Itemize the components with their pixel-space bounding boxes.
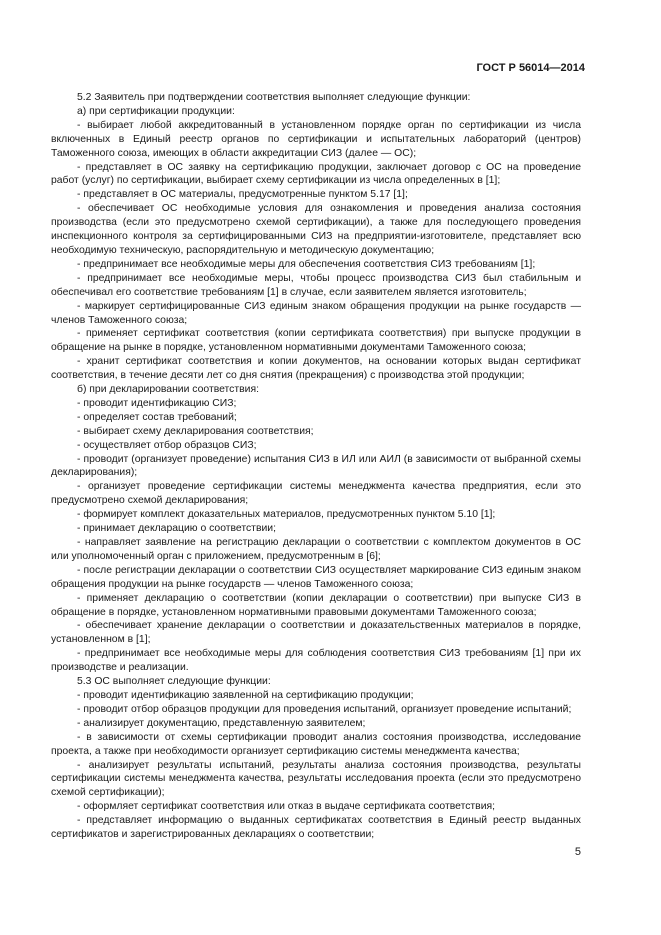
paragraph: а) при сертификации продукции: bbox=[77, 105, 235, 117]
paragraph: - проводит идентификацию заявленной на сертификацию продукции; bbox=[77, 689, 414, 701]
paragraph: - представляет информацию о выданных сертификатах соответствия в Единый реестр выданных сертификатов и зарегистрированных декларациях о соответствии; bbox=[51, 815, 581, 841]
paragraph: - принимает декларацию о соответствии; bbox=[77, 523, 276, 535]
paragraph: - проводит идентификацию СИЗ; bbox=[77, 397, 237, 409]
paragraph: - определяет состав требований; bbox=[77, 411, 237, 423]
paragraph: - маркирует сертифицированные СИЗ единым знаком обращения продукции на рынке государств — членов Таможенного союза; bbox=[51, 300, 581, 326]
paragraph: - обеспечивает ОС необходимые условия для ознакомления и проведения анализа состояния производства (если это предусмотрено схемой сертификации), а также для последующего проведения инспекционного контроля за сертифицированными СИЗ на предприятии-изготовителе, представляет всю необходимую техническую, распорядительную и методическую документацию; bbox=[51, 203, 581, 256]
paragraph: - направляет заявление на регистрацию декларации о соответствии с комплектом документов в ОС или уполномоченный орган с приложением, предусмотренным в [6]; bbox=[51, 537, 581, 562]
paragraph: - представляет в ОС заявку на сертификацию продукции, заключает договор с ОС на проведение работ (услуг) по сертификации, выбирает схему сертификации из числа определенных в [1]; bbox=[51, 161, 581, 187]
paragraph: - применяет сертификат соответствия (копии сертификата соответствия) при выпуске продукции в обращение на рынке в порядке, установленном нормативными документами Таможенного союза; bbox=[51, 328, 581, 354]
paragraph: - анализирует результаты испытаний, результаты анализа состояния производства, результаты сертификации системы менеджмента качества, результаты исследования проекта (если это предусмотрено схемой сертификации); bbox=[51, 759, 581, 799]
paragraph: б) при декларировании соответствия: bbox=[77, 384, 259, 396]
paragraph: - хранит сертификат соответствия и копии документов, на основании которых выдан сертификат соответствия, в течение десяти лет со дня снятия (прекращения) с производства этой продукции; bbox=[51, 356, 581, 382]
paragraph: - представляет в ОС материалы, предусмотренные пунктом 5.17 [1]; bbox=[77, 189, 408, 201]
paragraph: - выбирает схему декларирования соответствия; bbox=[77, 425, 314, 437]
paragraph: - осуществляет отбор образцов СИЗ; bbox=[77, 439, 257, 451]
paragraph: - формирует комплект доказательных материалов, предусмотренных пунктом 5.10 [1]; bbox=[77, 509, 496, 521]
paragraph: - предпринимает все необходимые меры для соблюдения соответствия СИЗ требованиям [1] при их производстве и реализации. bbox=[51, 648, 581, 674]
paragraph: - применяет декларацию о соответствии (копии декларации о соответствии) при выпуске СИЗ в обращение в порядке, установленном нормативными правовыми документами Таможенного союза; bbox=[51, 592, 581, 618]
paragraph: - в зависимости от схемы сертификации проводит анализ состояния производства, исследование проекта, а также при необходимости организует сертификацию системы менеджмента качества; bbox=[51, 731, 581, 757]
paragraph: - предпринимает все необходимые меры для обеспечения соответствия СИЗ требованиям [1]; bbox=[77, 258, 536, 270]
document-code: ГОСТ Р 56014—2014 bbox=[476, 62, 585, 74]
paragraph: - проводит (организует проведение) испытания СИЗ в ИЛ или АИЛ (в зависимости от выбранной схемы декларирования); bbox=[51, 453, 581, 479]
document-body bbox=[51, 91, 581, 842]
paragraph: - после регистрации декларации о соответствии СИЗ осуществляет маркирование СИЗ единым знаком обращения продукции на рынке государств — членов Таможенного союза; bbox=[51, 564, 581, 590]
paragraph: 5.3 ОС выполняет следующие функции: bbox=[77, 676, 271, 688]
paragraph: - проводит отбор образцов продукции для проведения испытаний, организует проведение испытаний; bbox=[77, 703, 572, 715]
paragraph: - выбирает любой аккредитованный в установленном порядке орган по сертификации из числа включенных в Единый реестр органов по сертификации и испытательных лабораторий (центров) Таможенного союза, имеющих в области аккредитации СИЗ (далее — ОС); bbox=[51, 119, 581, 159]
paragraph: - предпринимает все необходимые меры, чтобы процесс производства СИЗ был стабильным и обеспечивал его соответствие требованиям [1] в случае, если заявителем является изготовитель; bbox=[51, 272, 581, 298]
paragraph: - организует проведение сертификации системы менеджмента качества предприятия, если это предусмотрено схемой декларирования; bbox=[51, 481, 581, 507]
paragraph: - анализирует документацию, представленную заявителем; bbox=[77, 717, 366, 729]
paragraph: - обеспечивает хранение декларации о соответствии и доказательственных материалов в порядке, установленном в [1]; bbox=[51, 620, 581, 646]
paragraph: - оформляет сертификат соответствия или отказ в выдаче сертификата соответствия; bbox=[77, 801, 496, 813]
paragraph: 5.2 Заявитель при подтверждении соответствия выполняет следующие функции: bbox=[77, 92, 471, 103]
page-number: 5 bbox=[574, 846, 581, 858]
